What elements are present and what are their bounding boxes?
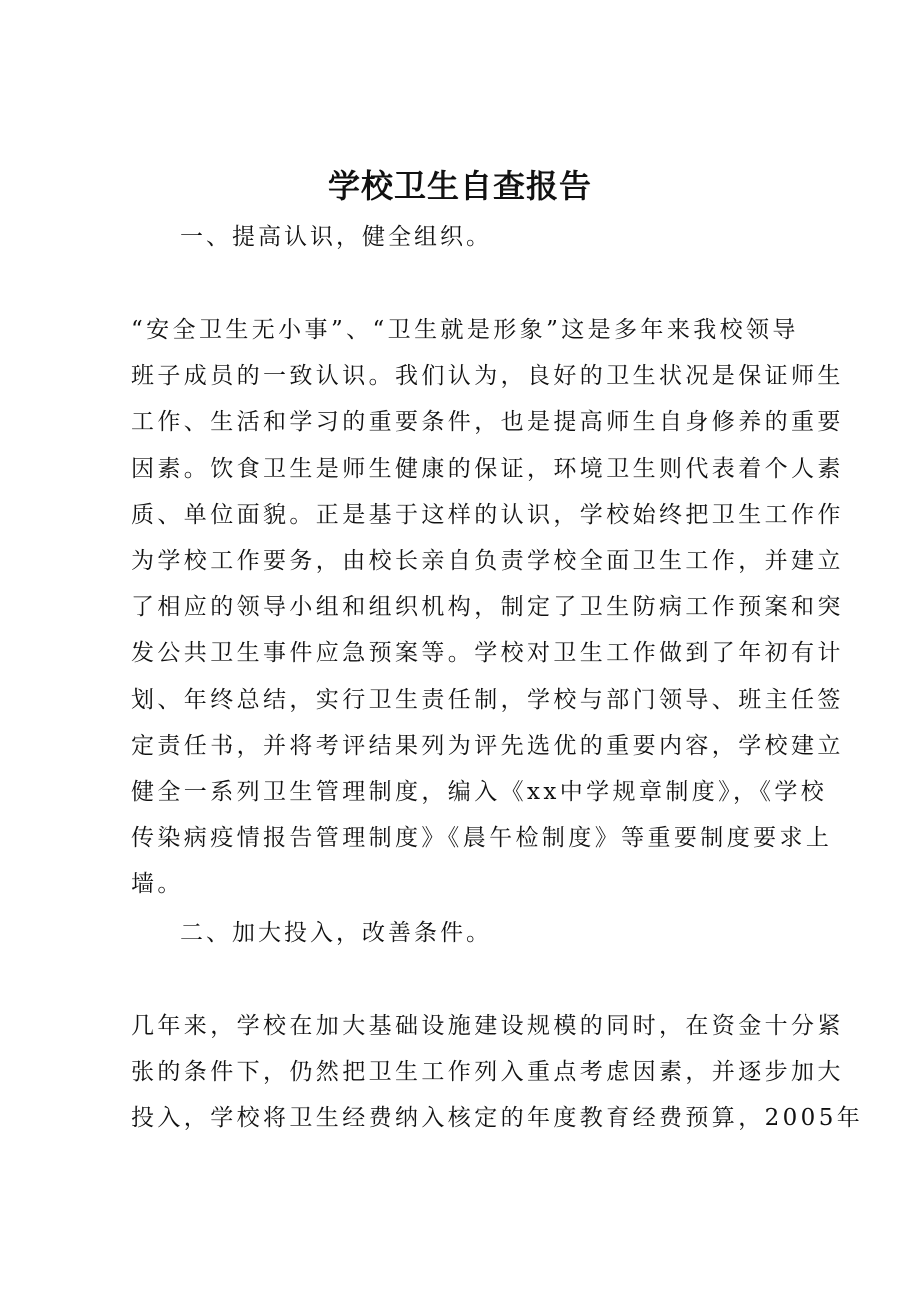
section-heading-2: 二、加大投入，改善条件。 — [180, 920, 492, 946]
paragraph-line: 发公共卫生事件应急预案等。学校对卫生工作做到了年初有计 — [131, 640, 844, 667]
section-1-paragraph — [131, 307, 844, 908]
paragraph-line: 定责任书，并将考评结果列为评先选优的重要内容，学校建立 — [131, 732, 844, 759]
paragraph-line: 工作、生活和学习的重要条件，也是提高师生自身修养的重要 — [131, 409, 844, 436]
paragraph-line: 因素。饮食卫生是师生健康的保证，环境卫生则代表着个人素 — [131, 455, 844, 482]
paragraph-line: 健全一系列卫生管理制度，编入《xx中学规章制度》，《学校 — [131, 779, 828, 806]
section-heading-1: 一、提高认识，健全组织。 — [180, 224, 492, 250]
paragraph-line: 传染病疫情报告管理制度》《晨午检制度》等重要制度要求上 — [131, 825, 833, 852]
paragraph-line: 为学校工作要务，由校长亲自负责学校全面卫生工作，并建立 — [131, 548, 844, 575]
section-2-paragraph — [131, 1003, 864, 1142]
paragraph-line: 张的条件下，仍然把卫生工作列入重点考虑因素，并逐步加大 — [131, 1059, 844, 1086]
paragraph-line: 了相应的领导小组和组织机构，制定了卫生防病工作预案和突 — [131, 594, 844, 621]
paragraph-line: 投入，学校将卫生经费纳入核定的年度教育经费预算，2005年 — [131, 1105, 864, 1132]
paragraph-line: 墙。 — [131, 871, 184, 898]
paragraph-line: 质、单位面貌。正是基于这样的认识，学校始终把卫生工作作 — [131, 501, 844, 528]
paragraph-line: “安全卫生无小事”、“卫生就是形象”这是多年来我校领导 — [131, 317, 799, 343]
paragraph-line: 划、年终总结，实行卫生责任制，学校与部门领导、班主任签 — [131, 686, 844, 713]
document-title: 学校卫生自查报告 — [327, 167, 592, 205]
paragraph-line: 几年来，学校在加大基础设施建设规模的同时，在资金十分紧 — [131, 1013, 844, 1039]
paragraph-line: 班子成员的一致认识。我们认为，良好的卫生状况是保证师生 — [131, 363, 844, 390]
